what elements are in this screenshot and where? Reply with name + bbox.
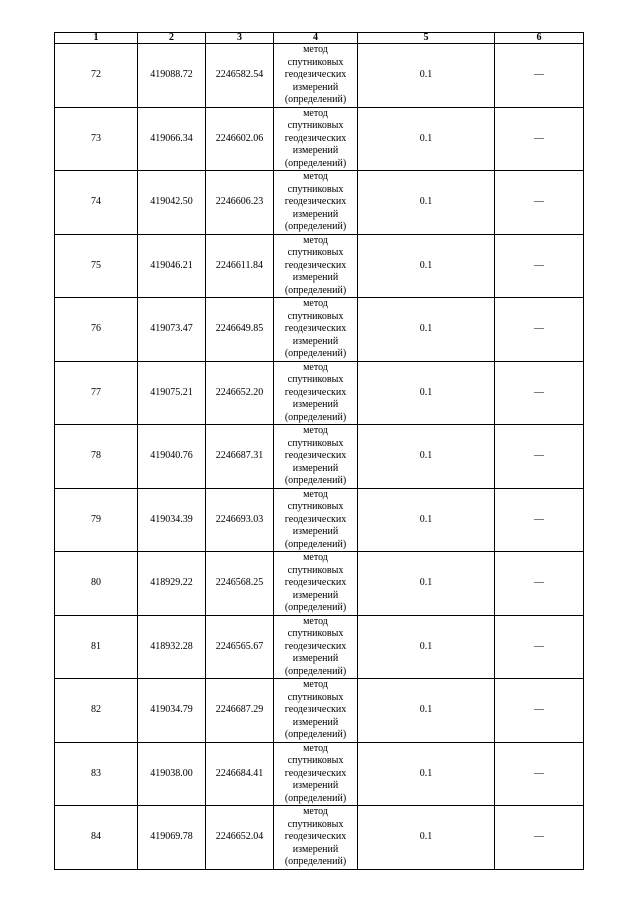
point-number-cell: 79	[55, 488, 138, 552]
method-line: геодезических	[284, 386, 347, 398]
table-row	[55, 615, 584, 679]
method-cell	[274, 361, 358, 425]
method-line: спутниковых	[287, 310, 344, 322]
method-line: измерений	[292, 716, 339, 728]
table-row	[55, 171, 584, 235]
y-coordinate-cell: 2246582.54	[206, 44, 274, 108]
note-cell: —	[495, 679, 584, 743]
accuracy-cell: 0.1	[358, 615, 495, 679]
method-line: геодезических	[284, 704, 347, 715]
point-number-cell: 82	[55, 679, 138, 743]
x-coordinate-cell: 419088.72	[138, 44, 206, 108]
method-line: метод	[303, 234, 328, 246]
method-cell	[274, 107, 358, 171]
table-row	[55, 361, 584, 425]
method-line: геодезических	[284, 323, 347, 334]
point-number-cell: 73	[55, 107, 138, 171]
method-line: метод	[303, 298, 328, 309]
method-line: спутниковых	[287, 818, 344, 830]
note-cell: —	[495, 552, 584, 616]
note-cell: —	[495, 488, 584, 552]
method-line: измерений	[292, 335, 339, 347]
method-line: спутниковых	[287, 374, 344, 385]
x-coordinate-cell: 418929.22	[138, 552, 206, 616]
accuracy-cell: 0.1	[358, 552, 495, 616]
method-line: геодезических	[284, 577, 347, 588]
x-coordinate-cell: 419073.47	[138, 298, 206, 362]
accuracy-cell: 0.1	[358, 742, 495, 806]
table-row	[55, 44, 584, 108]
method-line: измерений	[292, 589, 339, 601]
x-coordinate-cell: 419038.00	[138, 742, 206, 806]
note-cell: —	[495, 615, 584, 679]
y-coordinate-cell: 2246611.84	[206, 234, 274, 298]
y-coordinate-cell: 2246652.20	[206, 361, 274, 425]
method-line: метод	[303, 425, 328, 436]
method-line: метод	[303, 615, 328, 627]
y-coordinate-cell: 2246602.06	[206, 107, 274, 171]
y-coordinate-cell: 2246606.23	[206, 171, 274, 235]
table-row	[55, 679, 584, 743]
point-number-cell: 84	[55, 806, 138, 870]
method-line: измерений	[292, 145, 339, 156]
x-coordinate-cell: 418932.28	[138, 615, 206, 679]
accuracy-cell: 0.1	[358, 107, 495, 171]
point-number-cell: 75	[55, 234, 138, 298]
note-cell: —	[495, 107, 584, 171]
method-line: геодезических	[284, 69, 347, 80]
method-line: измерений	[292, 208, 339, 220]
method-line: (определений)	[284, 411, 347, 423]
note-cell: —	[495, 361, 584, 425]
point-number-cell: 78	[55, 425, 138, 489]
method-line: измерений	[292, 462, 339, 474]
accuracy-cell: 0.1	[358, 806, 495, 870]
method-line: (определений)	[284, 602, 347, 613]
accuracy-cell: 0.1	[358, 171, 495, 235]
accuracy-cell: 0.1	[358, 234, 495, 298]
method-line: спутниковых	[287, 628, 344, 639]
method-line: измерений	[292, 399, 339, 410]
header-row	[55, 33, 584, 44]
table-row	[55, 234, 584, 298]
method-line: спутниковых	[287, 247, 344, 258]
method-line: (определений)	[284, 665, 347, 677]
method-line: спутниковых	[287, 755, 344, 766]
accuracy-cell: 0.1	[358, 44, 495, 108]
y-coordinate-cell: 2246687.29	[206, 679, 274, 743]
x-coordinate-cell: 419046.21	[138, 234, 206, 298]
method-line: метод	[303, 361, 328, 373]
accuracy-cell: 0.1	[358, 425, 495, 489]
method-line: геодезических	[284, 196, 347, 207]
y-coordinate-cell: 2246568.25	[206, 552, 274, 616]
point-number-cell: 74	[55, 171, 138, 235]
method-line: спутниковых	[287, 56, 344, 68]
method-line: метод	[303, 488, 328, 500]
method-line: метод	[303, 44, 328, 55]
method-line: спутниковых	[287, 183, 344, 195]
coordinates-table	[54, 32, 584, 870]
note-cell: —	[495, 806, 584, 870]
x-coordinate-cell: 419034.39	[138, 488, 206, 552]
method-line: (определений)	[284, 856, 347, 867]
y-coordinate-cell: 2246693.03	[206, 488, 274, 552]
table-row	[55, 806, 584, 870]
x-coordinate-cell: 419066.34	[138, 107, 206, 171]
point-number-cell: 81	[55, 615, 138, 679]
point-number-cell: 77	[55, 361, 138, 425]
table-row	[55, 425, 584, 489]
accuracy-cell: 0.1	[358, 488, 495, 552]
y-coordinate-cell: 2246565.67	[206, 615, 274, 679]
table-row	[55, 552, 584, 616]
note-cell: —	[495, 425, 584, 489]
header-col-2: 2	[138, 33, 206, 44]
y-coordinate-cell: 2246684.41	[206, 742, 274, 806]
x-coordinate-cell: 419075.21	[138, 361, 206, 425]
method-line: измерений	[292, 81, 339, 93]
point-number-cell: 76	[55, 298, 138, 362]
method-cell	[274, 488, 358, 552]
method-cell	[274, 552, 358, 616]
table-row	[55, 107, 584, 171]
method-cell	[274, 44, 358, 108]
method-line: спутниковых	[287, 437, 344, 449]
accuracy-cell: 0.1	[358, 361, 495, 425]
method-line: (определений)	[284, 792, 347, 804]
header-col-5: 5	[358, 33, 495, 44]
method-line: (определений)	[284, 94, 347, 105]
method-cell	[274, 615, 358, 679]
method-line: геодезических	[284, 831, 347, 842]
method-cell	[274, 298, 358, 362]
method-line: (определений)	[284, 475, 347, 486]
method-line: измерений	[292, 653, 339, 664]
method-line: метод	[303, 171, 328, 182]
accuracy-cell: 0.1	[358, 679, 495, 743]
note-cell: —	[495, 298, 584, 362]
accuracy-cell: 0.1	[358, 298, 495, 362]
note-cell: —	[495, 234, 584, 298]
method-line: (определений)	[284, 729, 347, 740]
method-line: геодезических	[284, 132, 347, 144]
x-coordinate-cell: 419042.50	[138, 171, 206, 235]
note-cell: —	[495, 44, 584, 108]
x-coordinate-cell: 419069.78	[138, 806, 206, 870]
method-line: измерений	[292, 272, 339, 283]
method-line: (определений)	[284, 221, 347, 232]
method-line: метод	[303, 679, 328, 690]
point-number-cell: 83	[55, 742, 138, 806]
header-col-3: 3	[206, 33, 274, 44]
method-line: геодезических	[284, 640, 347, 652]
method-line: метод	[303, 552, 328, 563]
note-cell: —	[495, 171, 584, 235]
method-cell	[274, 806, 358, 870]
note-cell: —	[495, 742, 584, 806]
header-col-1: 1	[55, 33, 138, 44]
table-row	[55, 298, 584, 362]
method-line: метод	[303, 107, 328, 119]
method-line: измерений	[292, 780, 339, 791]
method-line: метод	[303, 742, 328, 754]
method-line: (определений)	[284, 157, 347, 169]
method-line: (определений)	[284, 538, 347, 550]
point-number-cell: 72	[55, 44, 138, 108]
y-coordinate-cell: 2246649.85	[206, 298, 274, 362]
method-line: спутниковых	[287, 120, 344, 131]
method-line: спутниковых	[287, 564, 344, 576]
method-line: (определений)	[284, 284, 347, 296]
method-line: спутниковых	[287, 691, 344, 703]
method-cell	[274, 679, 358, 743]
table-body	[55, 44, 584, 870]
header-col-4: 4	[274, 33, 358, 44]
method-line: (определений)	[284, 348, 347, 359]
method-line: геодезических	[284, 513, 347, 525]
method-line: метод	[303, 806, 328, 817]
method-line: геодезических	[284, 450, 347, 461]
method-cell	[274, 234, 358, 298]
point-number-cell: 80	[55, 552, 138, 616]
header-col-6: 6	[495, 33, 584, 44]
method-line: геодезических	[284, 259, 347, 271]
y-coordinate-cell: 2246687.31	[206, 425, 274, 489]
method-line: геодезических	[284, 767, 347, 779]
x-coordinate-cell: 419040.76	[138, 425, 206, 489]
method-line: измерений	[292, 526, 339, 537]
y-coordinate-cell: 2246652.04	[206, 806, 274, 870]
method-cell	[274, 742, 358, 806]
method-cell	[274, 171, 358, 235]
method-cell	[274, 425, 358, 489]
table-row	[55, 742, 584, 806]
table-row	[55, 488, 584, 552]
method-line: спутниковых	[287, 501, 344, 512]
x-coordinate-cell: 419034.79	[138, 679, 206, 743]
method-line: измерений	[292, 843, 339, 855]
